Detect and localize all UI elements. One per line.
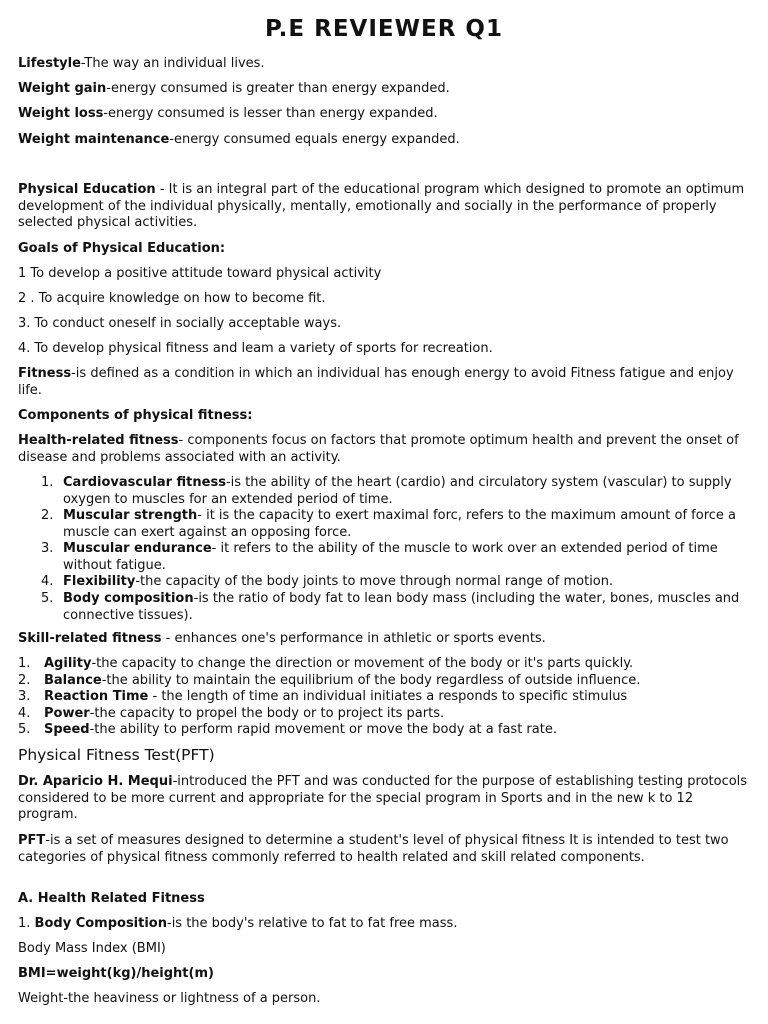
definition-text: - it is the capacity to exert maximal forc, refers to the maximum amount of force a muscle can exert against an opposing force. — [63, 508, 737, 540]
term: Balance — [44, 673, 102, 688]
body-composition-paragraph — [18, 916, 748, 933]
term: Weight gain — [18, 81, 107, 96]
definition-text: -The way an individual lives. — [80, 56, 265, 71]
definition-text: - the length of time an individual initiates a responds to specific stimulus — [148, 689, 628, 704]
term: Body composition — [63, 591, 194, 606]
definition-text: -the capacity of the body joints to move through normal range of motion. — [135, 574, 614, 589]
definition-text: -introduced the PFT and was conducted for the purpose of establishing testing protocols considered to be more current and appropriate for the special program in Sports and in the new k to 12 program. — [18, 774, 748, 822]
term: Body Composition — [34, 916, 167, 931]
list-item — [41, 591, 743, 624]
goal-item: 1 To develop a positive attitude toward physical activity — [18, 266, 382, 281]
heading-text: A. Health Related Fitness — [18, 891, 205, 906]
health-related-fitness-heading — [18, 891, 748, 908]
list-number: 1. — [18, 656, 31, 671]
list-number: 1. — [41, 475, 54, 490]
list-item — [41, 541, 743, 574]
list-item — [18, 656, 744, 673]
pft-heading: Physical Fitness Test(PFT) — [18, 746, 215, 764]
definition-text: - It is an integral part of the educational program which designed to promote an optimum development of the individual physically, mentally, emotionally and socially in the performance of properly selected physical activities. — [18, 182, 745, 230]
pft-paragraph — [18, 833, 748, 866]
term: Muscular endurance — [63, 541, 212, 556]
term: Health-related fitness — [18, 433, 179, 448]
term: Weight loss — [18, 106, 104, 121]
list-item — [41, 508, 743, 541]
components-heading — [18, 408, 748, 425]
term: Dr. Aparicio H. Mequi — [18, 774, 173, 789]
definition-text: -is defined as a condition in which an individual has enough energy to avoid Fitness fatigue and enjoy life. — [18, 366, 734, 398]
term: Power — [44, 706, 90, 721]
definition-lifestyle — [18, 56, 748, 73]
list-number: 5. — [41, 591, 54, 606]
fitness-paragraph — [18, 366, 748, 399]
list-number: 4. — [18, 706, 31, 721]
goal-item: 4. To develop physical fitness and leam a variety of sports for recreation. — [18, 341, 493, 356]
definition-text: -the ability to maintain the equilibrium of the body regardless of outside influence. — [101, 673, 641, 688]
term: Muscular strength — [63, 508, 198, 523]
term: PFT — [18, 833, 46, 848]
term: Fitness — [18, 366, 72, 381]
definition-weight-gain — [18, 81, 748, 98]
definition-text: -the capacity to change the direction or movement of the body or it's parts quickly. — [91, 656, 634, 671]
goals-heading — [18, 241, 748, 258]
page-title: P.E REVIEWER Q1 — [265, 16, 503, 42]
definition-text: -the capacity to propel the body or to project its parts. — [89, 706, 445, 721]
list-item — [41, 574, 743, 591]
health-related-paragraph — [18, 433, 748, 466]
bmi-formula — [18, 966, 748, 983]
definition-text: -energy consumed is lesser than energy expanded. — [103, 106, 438, 121]
list-number: 3. — [41, 541, 54, 556]
bmi-label: Body Mass Index (BMI) — [18, 941, 166, 956]
definition-text: -is a set of measures designed to determine a student's level of physical fitness It is intended to test two categories of physical fitness commonly referred to health related and skill related components. — [18, 833, 729, 865]
list-number: 2. — [18, 673, 31, 688]
definition-text: - components focus on factors that promote optimum health and prevent the onset of disease and problems associated with an activity. — [18, 433, 739, 465]
term: Speed — [44, 722, 90, 737]
list-item — [18, 706, 744, 723]
term: Skill-related fitness — [18, 631, 162, 646]
definition-weight-maintenance — [18, 132, 748, 149]
term: Physical Education — [18, 182, 156, 197]
term: Cardiovascular fitness — [63, 475, 226, 490]
list-number: 4. — [41, 574, 54, 589]
goal-item: 2 . To acquire knowledge on how to become fit. — [18, 291, 326, 306]
heading-text: Goals of Physical Education: — [18, 241, 226, 256]
term: Flexibility — [63, 574, 136, 589]
list-item — [41, 475, 743, 508]
skill-related-paragraph — [18, 631, 748, 648]
list-item — [18, 722, 744, 739]
term: Weight maintenance — [18, 132, 170, 147]
weight-definition: Weight-the heaviness or lightness of a person. — [18, 991, 321, 1006]
definition-text: -is the ability of the heart (cardio) and circulatory system (vascular) to supply oxygen to muscles for an extended period of time. — [63, 475, 732, 507]
definition-text: -the ability to perform rapid movement or move the body at a fast rate. — [89, 722, 557, 737]
definition-text: - enhances one's performance in athletic or sports events. — [161, 631, 546, 646]
physical-education-paragraph — [18, 182, 748, 232]
list-number: 1. — [18, 916, 35, 931]
mequi-paragraph — [18, 774, 748, 824]
definition-text: -energy consumed equals energy expanded. — [169, 132, 460, 147]
definition-weight-loss — [18, 106, 748, 123]
goal-item: 3. To conduct oneself in socially acceptable ways. — [18, 316, 342, 331]
list-number: 3. — [18, 689, 31, 704]
definition-text: -is the ratio of body fat to lean body mass (including the water, bones, muscles and connective tissues). — [63, 591, 740, 623]
term: Lifestyle — [18, 56, 81, 71]
definition-text: -energy consumed is greater than energy expanded. — [106, 81, 450, 96]
formula-text: BMI=weight(kg)/height(m) — [18, 966, 214, 981]
definition-text: - it refers to the ability of the muscle to work over an extended period of time without fatigue. — [63, 541, 718, 573]
heading-text: Components of physical fitness: — [18, 408, 253, 423]
definition-text: -is the body's relative to fat to fat free mass. — [167, 916, 458, 931]
list-item — [18, 689, 744, 706]
term: Reaction Time — [44, 689, 149, 704]
list-number: 2. — [41, 508, 54, 523]
term: Agility — [44, 656, 92, 671]
list-number: 5. — [18, 722, 31, 737]
list-item — [18, 673, 744, 690]
